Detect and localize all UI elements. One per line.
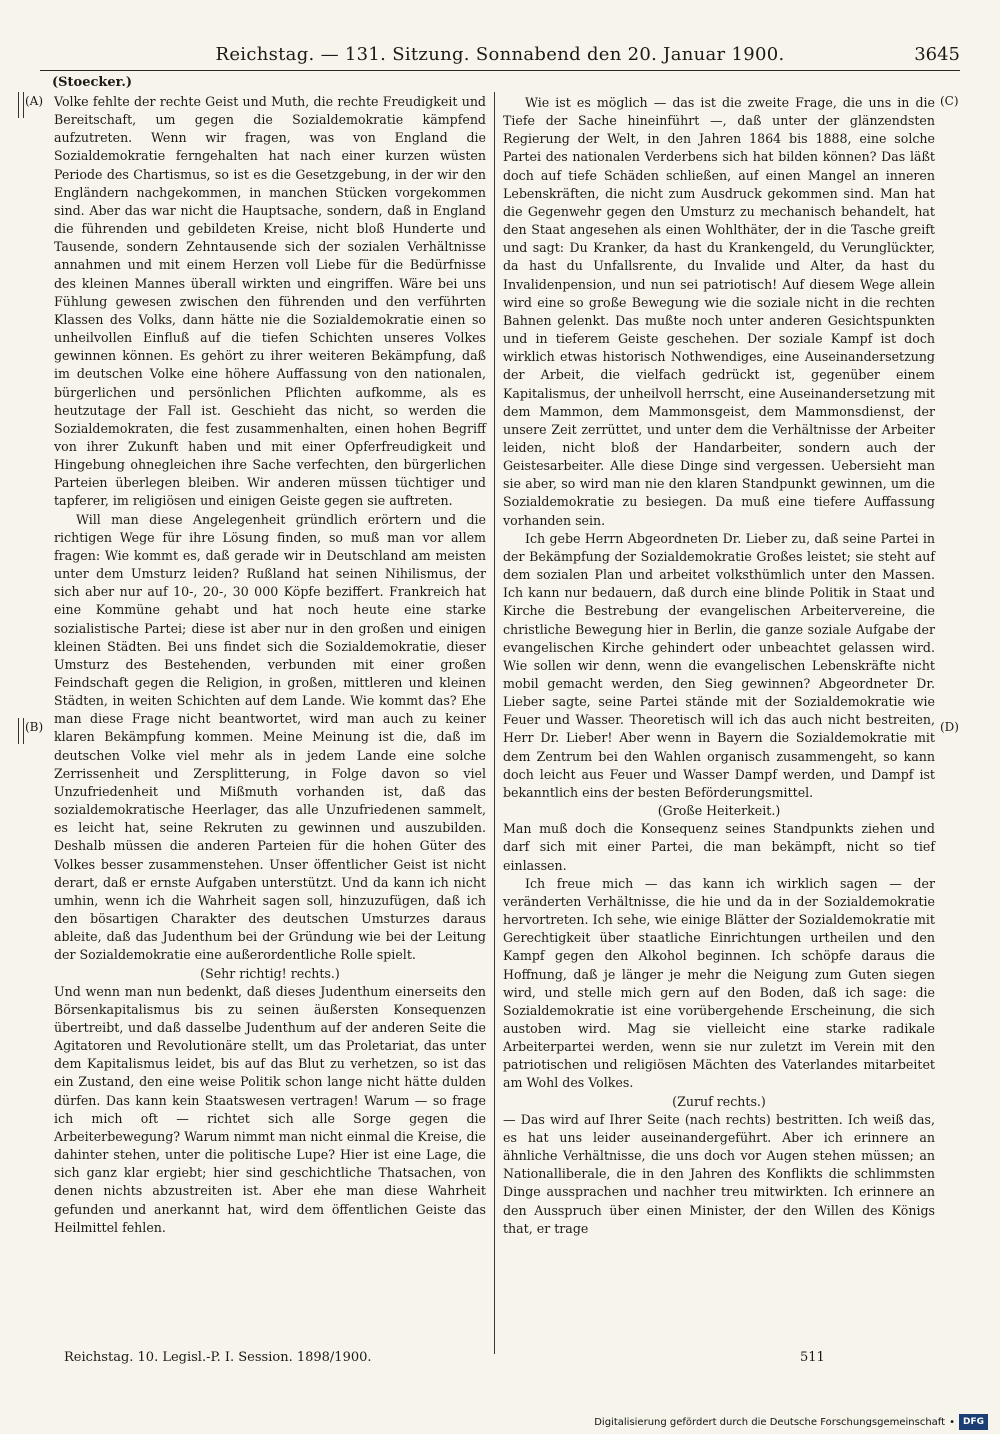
dfg-logo: DFG <box>959 1414 988 1430</box>
footer-signature: 511 <box>800 1350 825 1365</box>
left-column <box>54 93 486 1237</box>
margin-bar <box>18 718 24 744</box>
digitization-credit <box>594 1413 988 1431</box>
running-header <box>40 40 960 71</box>
margin-marker-c: (C) <box>940 94 959 108</box>
credit-text: Digitalisierung gefördert durch die Deutsche Forschungsgemeinschaft <box>594 1416 946 1428</box>
interjection: (Zuruf rechts.) <box>672 1093 766 1109</box>
footer-session-info: Reichstag. 10. Legisl.-P. I. Session. 1898/1900. <box>64 1350 372 1365</box>
paragraph: Will man diese Angelegenheit gründlich erörtern und die richtigen Wege für ihre Lösung finden, so muß man vor allem fragen: Wie kommt es, daß gerade wir in Deutschland am meisten unter dem Umsturz leiden? Rußland hat seinen Nihilismus, der sich aber nur auf 10-, 20-, 30 000 Köpfe beziffert. Frankreich hat eine Kommüne gehabt und hat noch heute eine starke sozialistische Partei; diese ist aber nur in den großen und einigen kleinen Städten. Bei uns findet sich die Sozialdemokratie, dieser Umsturz des Bestehenden, verbunden mit einer großen Feindschaft gegen die Religion, in großen, mittleren und kleinen Städten, in weiten Schichten auf dem Lande. Wie kommt das? Ehe man diese Frage nicht beantwortet, wird man auch zu keiner klaren Bekämpfung kommen. Meine Meinung ist die, daß im deutschen Volke viel mehr als in jedem Lande eine solche Zerrissenheit und Zersplitterung, in Folge davon so viel Unzufriedenheit und Mißmuth vorhanden ist, daß das sozialdemokratische Heerlager, das alle Unzufriedenen sammelt, es leicht hat, seine Rekruten zu gewinnen und auszubilden. Deshalb müssen die anderen Parteien für die hohen Güter des Volkes besser zusammenstehen. Unser öffentlicher Geist ist nicht derart, daß er ernste Aufgaben unterstützt. Und da kann ich nicht umhin, wenn ich die Wahrheit sagen soll, hinzuzufügen, daß ich den bösartigen Charakter des deutschen Umsturzes daraus ableite, daß das Judenthum bei der Gründung wie bei der Leitung der Sozialdemokratie eine außerordentliche Rolle spielt. <box>54 511 486 963</box>
speaker-name: (Stoecker.) <box>52 75 133 90</box>
paragraph: — Das wird auf Ihrer Seite (nach rechts) bestritten. Ich weiß das, es hat uns leider auseinandergeführt. Aber ich erinnere an ähnliche Verhältnisse, die uns doch vor Augen stehen müssen; an Nationalliberale, die in den Jahren des Konflikts die schlimmsten Dinge aussprachen und nachher treu mitwirkten. Ich erinnere an den Ausspruch über einen Minister, der den Willen des Königs that, er trage <box>503 1111 935 1236</box>
margin-marker-b: (B) <box>25 720 44 734</box>
paragraph: Ich gebe Herrn Abgeordneten Dr. Lieber zu, daß seine Partei in der Bekämpfung der Sozialdemokratie Großes leistet; sie steht auf dem sozialen Plan und arbeitet volksthümlich unter den Massen. Ich kann nur bedauern, daß durch eine blinde Politik in Staat und Kirche die Bestrebung der evangelischen Arbeitervereine, die christliche Bewegung hier in Berlin, die ganze soziale Aufgabe der evangelischen Kirche gehindert oder unbeachtet gelassen wird. Wie sollen wir denn, wenn die evangelischen Lebenskräfte nicht mobil gemacht werden, den Sieg gewinnen? Abgeordneter Dr. Lieber sagte, seine Partei stände mit der Sozialdemokratie wie Feuer und Wasser. Theoretisch will ich das auch nicht bestreiten, Herr Dr. Lieber! Aber wenn in Bayern die Sozialdemokratie mit dem Zentrum bei den Wahlen organisch zusammengeht, so kann doch leicht aus Feuer und Wasser Dampf werden, und Dampf ist bekanntlich eins der besten Beförderungsmittel. <box>503 530 935 800</box>
paragraph: Ich freue mich — das kann ich wirklich sagen — der veränderten Verhältnisse, die hie und da in der Sozialdemokratie hervortreten. Ich sehe, wie einige Blätter der Sozialdemokratie mit Gerechtigkeit über staatliche Einrichtungen urtheilen und den Kampf gegen den Alkohol beginnen. Ich schöpfe daraus die Hoffnung, daß je länger je mehr die Neigung zum Guten siegen wird, und stelle mich gern auf den Boden, daß ich sage: die Sozialdemokratie ist eine vorübergehende Erscheinung, die sich austoben wird. Mag sie vielleicht eine starke radikale Arbeiterpartei werden, wenn sie nur zuletzt im Verein mit den patriotischen und religiösen Mächten des Vaterlandes mitarbeitet am Wohl des Volkes. <box>503 875 935 1091</box>
margin-marker-d: (D) <box>940 720 959 734</box>
column-divider <box>494 92 495 1354</box>
paragraph: Wie ist es möglich — das ist die zweite Frage, die uns in die Tiefe der Sache hineinführt —, daß unter der glänzendsten Regierung der Welt, in den Jahren 1864 bis 1888, eine solche Partei des nationalen Verderbens sich hat bilden können? Das läßt doch auf tiefe Schäden schließen, auf einen Mangel an inneren Lebenskräften, die nicht zum Ausdruck gekommen sind. Man hat die Gegenwehr gegen den Umsturz zu mechanisch behandelt, hat den Staat angesehen als einen Wohlthäter, der in die Tasche greift und sagt: Du Kranker, da hast du Krankengeld, du Verunglückter, da hast du Unfallsrente, du Invalide und Alter, da hast du Invalidenpension, und nun sei patriotisch! Auf diesem Wege allein wird eine so große Bewegung wie die soziale nicht in die rechten Bahnen gelenkt. Das mußte noch unter anderen Gesichtspunkten und in tieferem Geiste geschehen. Der soziale Kampf ist doch wirklich etwas historisch Nothwendiges, eine Auseinandersetzung der Arbeit, die vielfach gedrückt ist, gegenüber einem Kapitalismus, der unheilvoll herrscht, eine Auseinandersetzung mit dem Mammon, dem Mammonsgeist, dem Mammonsdienst, der unsere Zeit zerrüttet, und unter dem die Verhältnisse der Arbeiter leiden, nicht bloß der Handarbeiter, sondern auch der Geistesarbeiter. Alle diese Dinge sind vergessen. Uebersieht man sie aber, so wird man nie den klaren Standpunkt gewinnen, um die Sozialdemokratie zu besiegen. Da muß eine tiefere Auffassung vorhanden sein. <box>503 95 935 528</box>
credit-separator: • <box>949 1416 955 1428</box>
right-column <box>503 94 935 1238</box>
paragraph: Und wenn man nun bedenkt, daß dieses Judenthum einerseits den Börsenkapitalismus bis zu seinen äußersten Konsequenzen übertreibt, und daß dasselbe Judenthum auf der anderen Seite die Agitatoren und Revolutionäre stellt, um das Proletariat, das unter dem Kapitalismus leidet, bis auf das Blut zu verhetzen, so ist das ein Zustand, den eine weise Politik schon lange nicht hätte dulden dürfen. Das kann kein Staatswesen vertragen! Warum — so frage ich mich oft — richtet sich alle Sorge gegen die Arbeiterbewegung? Warum nimmt man nicht einmal die Kreise, die dahinter stehen, unter die politische Lupe? Hier ist eine Lage, die sich ganz klar ergiebt; hier sind geschichtliche Thatsachen, von denen nichts abzustreiten ist. Aber ehe man diese Wahrheit gefunden und anerkannt hat, wird dem öffentlichen Geiste das Heilmittel fehlen. <box>54 983 486 1235</box>
interjection: (Sehr richtig! rechts.) <box>200 965 340 981</box>
margin-marker-a: (A) <box>25 94 44 108</box>
interjection: (Große Heiterkeit.) <box>657 803 781 819</box>
paragraph: Man muß doch die Konsequenz seines Standpunkts ziehen und darf sich mit einer Partei, die man bekämpft, nicht so tief einlassen. <box>503 821 935 873</box>
header-title: Reichstag. — 131. Sitzung. Sonnabend den 20. Januar 1900. <box>215 44 785 65</box>
page-number: 3645 <box>914 44 960 65</box>
margin-bar <box>18 92 24 118</box>
paragraph: Volke fehlte der rechte Geist und Muth, die rechte Freudigkeit und Bereitschaft, um gegen die Sozialdemokratie kämpfend aufzutreten. Wenn wir fragen, was von England die Sozialdemokratie ferngehalten hat nach einer kurzen wüsten Periode des Chartismus, so ist es die Gesetzgebung, in der wir den Engländern nachgekommen, in manchen Stücken vorgekommen sind. Aber das war nicht die Hauptsache, sondern, daß in England die führenden und gebildeten Kreise, nicht bloß Hunderte und Tausende, sondern Zehntausende sich der sozialen Verhältnisse annahmen und mit einem Herzen voll Liebe für die Bedürfnisse des kleinen Mannes überall wirkten und eingriffen. Wäre bei uns Fühlung gewesen zwischen den führenden und den verführten Klassen des Volks, dann hätte nie die Sozialdemokratie einen so unheilvollen Einfluß auf die tiefen Schichten unseres Volkes gewinnen können. Es gehört zu ihrer weiteren Bekämpfung, daß im deutschen Volke eine höhere Auffassung von den nationalen, bürgerlichen und persönlichen Pflichten aufkomme, als es heutzutage der Fall ist. Geschieht das nicht, so werden die Sozialdemokraten, die fest zusammenhalten, einen hohen Begriff von ihrer Zukunft haben und mit einer Opferfreudigkeit und Hingebung ohnegleichen ihre Sache verfechten, den bürgerlichen Parteien überlegen bleiben. Wir anderen müssen tüchtiger und tapferer, im religiösen und einigen Geiste gegen sie auftreten. <box>54 94 486 509</box>
